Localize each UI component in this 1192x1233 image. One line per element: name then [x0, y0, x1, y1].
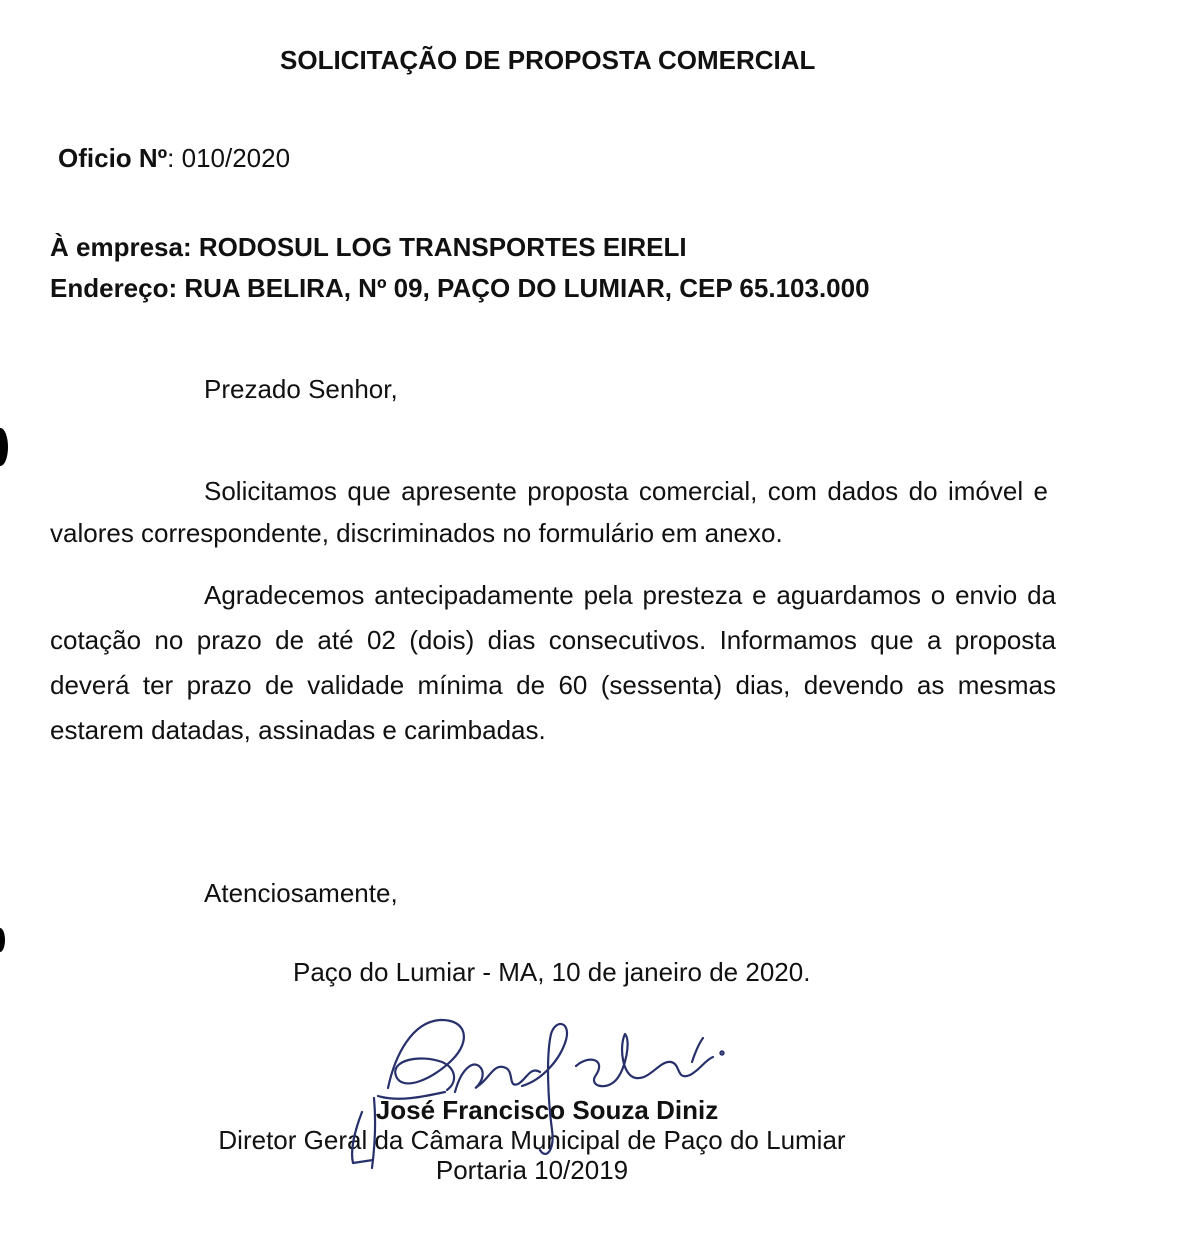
scan-punch-mark-bottom: [0, 928, 5, 952]
oficio-number: [58, 142, 290, 174]
place-and-date: Paço do Lumiar - MA, 10 de janeiro de 2020.: [293, 957, 811, 987]
paragraph-request: [50, 470, 1056, 554]
document-title: SOLICITAÇÃO DE PROPOSTA COMERCIAL: [280, 45, 816, 75]
paragraph-line: Solicitamos que apresente proposta comercial, com dados do imóvel e: [204, 476, 1048, 506]
recipient-address: Endereço: RUA BELIRA, Nº 09, PAÇO DO LUMIAR, CEP 65.103.000: [50, 273, 870, 303]
recipient-company: À empresa: RODOSUL LOG TRANSPORTES EIRELI: [50, 232, 687, 262]
paragraph-line: estarem datadas, assinadas e carimbadas.: [50, 715, 546, 745]
signer-name: José Francisco Souza Diniz: [375, 1095, 719, 1125]
signer-role: Diretor Geral da Câmara Municipal de Paço do Lumiar: [218, 1125, 846, 1155]
closing: Atenciosamente,: [204, 878, 398, 908]
greeting: Prezado Senhor,: [204, 374, 398, 404]
scan-punch-mark-top: [0, 428, 8, 466]
paragraph-line: Agradecemos antecipadamente pela presteza e aguardamos o envio da: [204, 580, 1056, 610]
paragraph-thanks: [50, 573, 1056, 753]
paragraph-line: valores correspondente, discriminados no formulário em anexo.: [50, 518, 783, 548]
signer-portaria: Portaria 10/2019: [435, 1155, 629, 1185]
oficio-value: : 010/2020: [167, 143, 291, 173]
oficio-label: Oficio Nº: [58, 143, 168, 173]
paragraph-line: cotação no prazo de até 02 (dois) dias consecutivos. Informamos que a proposta: [50, 625, 1056, 655]
paragraph-line: deverá ter prazo de validade mínima de 60 (sessenta) dias, devendo as mesmas: [50, 670, 1056, 700]
